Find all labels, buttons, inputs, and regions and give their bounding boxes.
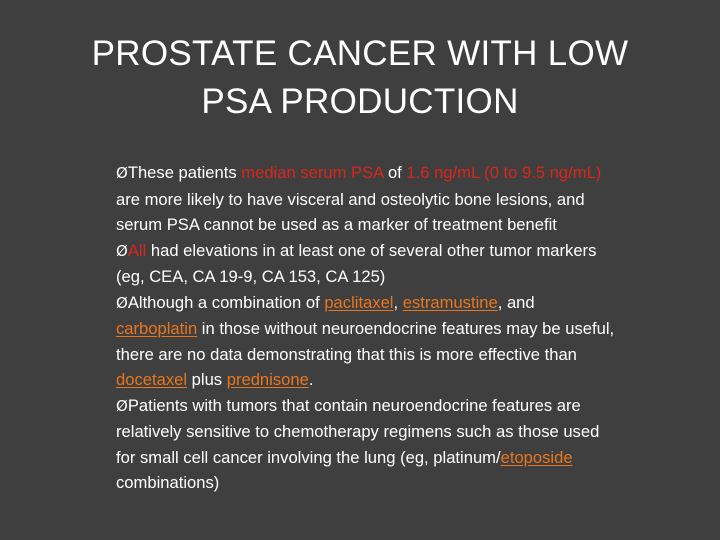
highlight-text: 1.6 ng/mL (0 to 9.5 ng/mL) bbox=[406, 163, 602, 182]
bullet-item bbox=[116, 238, 616, 290]
drug-link-estramustine[interactable]: estramustine bbox=[402, 292, 498, 312]
arrow-bullet-icon: Ø bbox=[116, 293, 128, 312]
bullet-text: These patients bbox=[127, 163, 242, 182]
arrow-bullet-icon: Ø bbox=[116, 241, 128, 260]
arrow-bullet-icon: Ø bbox=[116, 164, 128, 182]
drug-link-docetaxel[interactable]: docetaxel bbox=[116, 370, 188, 389]
bullet-text: plus bbox=[187, 370, 227, 389]
bullet-text: , and bbox=[497, 292, 535, 312]
bullet-text: , bbox=[393, 292, 403, 312]
title-line-2: PSA PRODUCTION bbox=[201, 82, 519, 121]
drug-link-carboplatin[interactable]: carboplatin bbox=[116, 319, 198, 338]
bullet-item bbox=[116, 290, 616, 393]
bullet-text: of bbox=[387, 163, 407, 182]
bullet-list bbox=[116, 160, 616, 496]
drug-link-prednisone[interactable]: prednisone bbox=[226, 370, 309, 389]
bullet-item bbox=[116, 160, 616, 238]
arrow-bullet-icon: Ø bbox=[116, 396, 128, 415]
title-line-1: PROSTATE CANCER WITH LOW bbox=[91, 34, 629, 73]
bullet-text: combinations) bbox=[116, 473, 220, 492]
bullet-text: had elevations in at least one of several other tumor markers (eg, CEA, CA 19-9, CA 153, CA 125) bbox=[116, 240, 597, 286]
bullet-item bbox=[116, 393, 616, 496]
highlight-text: All bbox=[127, 240, 147, 260]
bullet-text: Although a combination of bbox=[127, 292, 325, 312]
drug-link-paclitaxel[interactable]: paclitaxel bbox=[324, 292, 394, 312]
bullet-text: are more likely to have visceral and osteolytic bone lesions, and serum PSA cannot be used as a marker of treatment benefit bbox=[116, 189, 585, 234]
bullet-text: . bbox=[308, 370, 314, 389]
slide-title bbox=[40, 30, 680, 126]
bullet-text: Patients with tumors that contain neuroendocrine features are relatively sensitive to chemotherapy regimens such as those used for small cell cancer involving the lung (eg, platinum/ bbox=[116, 395, 600, 467]
highlight-text: median serum PSA bbox=[241, 163, 388, 182]
bullet-text: in those without neuroendocrine features may be useful, there are no data demonstrating that this is more effective than bbox=[116, 319, 615, 364]
drug-link-etoposide[interactable]: etoposide bbox=[500, 447, 573, 467]
